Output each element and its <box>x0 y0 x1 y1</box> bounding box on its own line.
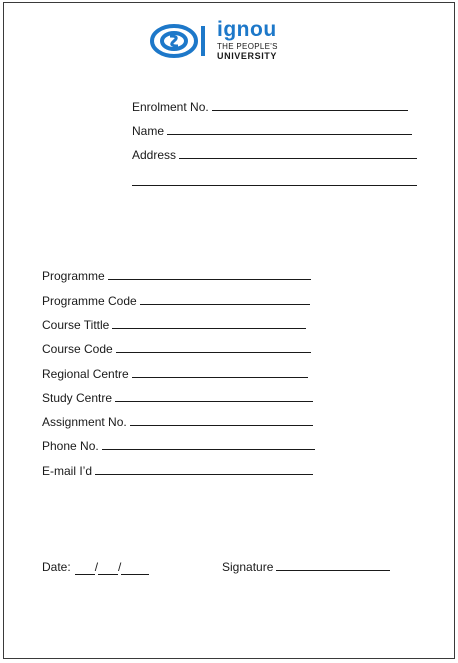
phone-line[interactable] <box>102 448 315 450</box>
phone-label: Phone No. <box>42 439 99 453</box>
programme-label: Programme <box>42 269 105 283</box>
date-field[interactable] <box>42 560 149 575</box>
date-year-line[interactable] <box>121 560 149 575</box>
assignment-field[interactable] <box>42 415 313 429</box>
course-title-field[interactable] <box>42 318 306 332</box>
regional-centre-field[interactable] <box>42 367 308 381</box>
ignou-logo <box>149 18 309 64</box>
date-month-line[interactable] <box>98 560 118 575</box>
assignment-line[interactable] <box>130 424 313 426</box>
regional-centre-label: Regional Centre <box>42 367 129 381</box>
name-field[interactable] <box>132 124 412 138</box>
name-label: Name <box>132 124 165 138</box>
email-label: E-mail I’d <box>42 464 93 478</box>
signature-line[interactable] <box>276 569 390 571</box>
programme-line[interactable] <box>108 278 311 280</box>
course-code-line[interactable] <box>116 351 311 353</box>
date-separator-1: / <box>94 560 99 574</box>
address-line-2[interactable] <box>132 184 417 186</box>
form-page <box>3 2 455 659</box>
address-field[interactable] <box>132 148 417 162</box>
programme-field[interactable] <box>42 269 311 283</box>
email-field[interactable] <box>42 464 313 478</box>
date-label: Date: <box>42 560 71 574</box>
email-line[interactable] <box>95 473 313 475</box>
programme-code-field[interactable] <box>42 294 310 308</box>
signature-label: Signature <box>222 560 274 574</box>
enrolment-label: Enrolment No. <box>132 100 209 114</box>
date-separator-2: / <box>118 560 122 574</box>
logo-wordmark: ignou <box>217 18 277 41</box>
programme-code-line[interactable] <box>140 303 310 305</box>
address-line[interactable] <box>179 157 417 159</box>
ignou-logo-icon <box>149 22 211 60</box>
study-centre-label: Study Centre <box>42 391 113 405</box>
signature-field[interactable] <box>222 560 390 574</box>
assignment-label: Assignment No. <box>42 415 127 429</box>
name-line[interactable] <box>167 133 412 135</box>
enrolment-line[interactable] <box>212 109 408 111</box>
course-title-line[interactable] <box>112 327 306 329</box>
course-title-label: Course Tittle <box>42 318 110 332</box>
study-centre-line[interactable] <box>115 400 313 402</box>
course-code-field[interactable] <box>42 342 311 356</box>
programme-code-label: Programme Code <box>42 294 137 308</box>
address-label: Address <box>132 148 177 162</box>
regional-centre-line[interactable] <box>132 376 308 378</box>
date-day-line[interactable] <box>75 560 95 575</box>
study-centre-field[interactable] <box>42 391 313 405</box>
course-code-label: Course Code <box>42 342 113 356</box>
phone-field[interactable] <box>42 439 315 453</box>
enrolment-field[interactable] <box>132 100 408 114</box>
logo-tagline-line1: THE PEOPLE'S <box>217 42 278 51</box>
logo-tagline-line2: UNIVERSITY <box>217 51 278 61</box>
